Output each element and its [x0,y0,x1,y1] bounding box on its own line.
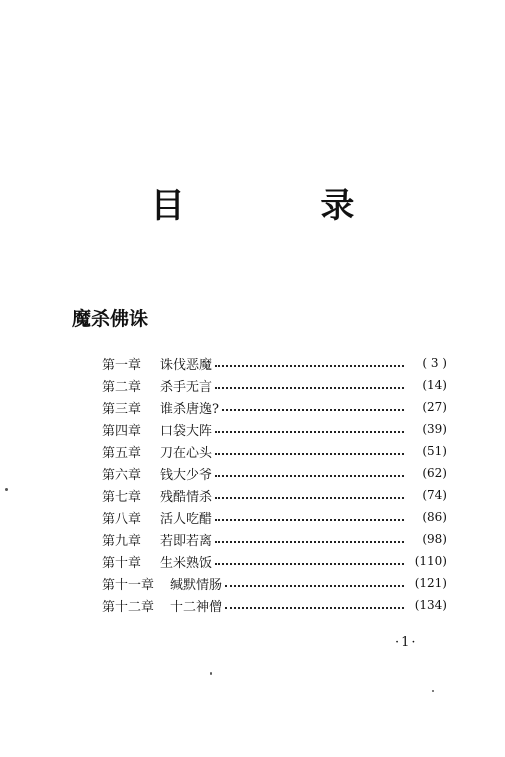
chapter-title: 钱大少爷 [160,467,213,483]
chapter-number: 第九章 [102,533,142,549]
chapter-number: 第六章 [102,467,142,483]
page-title: 目 录 [150,186,417,226]
toc-entry [102,484,447,506]
chapter-number: 第二章 [102,379,142,395]
dot-leader [225,585,404,587]
chapter-page: (98) [422,532,447,546]
table-of-contents [102,352,447,616]
chapter-title: 诛伐恶魔 [160,357,213,373]
toc-entry [102,594,447,616]
scan-speck [432,690,434,692]
chapter-number: 第三章 [102,401,142,417]
dot-leader [215,563,404,565]
chapter-title: 刀在心头 [160,445,213,461]
chapter-title: 活人吃醋 [160,511,213,527]
dot-leader [215,475,404,477]
chapter-page: (51) [422,444,447,458]
chapter-number: 第十二章 [102,599,155,615]
chapter-title: 残酷情杀 [160,489,213,505]
chapter-title: 缄默情肠 [170,577,223,593]
section-title: 魔杀佛诛 [72,308,149,330]
dot-leader [222,409,404,411]
chapter-title: 谁杀唐逸? [160,401,219,417]
toc-entry [102,462,447,484]
chapter-page: (134) [414,598,447,612]
dot-leader [215,497,404,499]
chapter-number: 第一章 [102,357,142,373]
scan-speck [5,488,8,491]
chapter-page: (62) [422,466,447,480]
chapter-number: 第十一章 [102,577,155,593]
toc-entry [102,506,447,528]
chapter-number: 第四章 [102,423,142,439]
chapter-number: 第五章 [102,445,142,461]
toc-entry [102,396,447,418]
chapter-title: 口袋大阵 [160,423,213,439]
chapter-page: (121) [414,576,447,590]
page-number: ·1· [395,635,418,650]
toc-entry [102,352,447,374]
chapter-page: (86) [422,510,447,524]
toc-entry [102,440,447,462]
dot-leader [215,541,404,543]
toc-entry [102,374,447,396]
chapter-page: (110) [414,554,447,568]
dot-leader [215,365,404,367]
chapter-number: 第八章 [102,511,142,527]
chapter-title: 若即若离 [160,533,213,549]
dot-leader [225,607,404,609]
chapter-number: 第十章 [102,555,142,571]
chapter-page: (14) [422,378,447,392]
chapter-title: 杀手无言 [160,379,213,395]
toc-entry [102,550,447,572]
chapter-page: ( 3 ) [422,356,447,370]
toc-entry [102,528,447,550]
scan-speck [210,672,212,675]
chapter-title: 十二神僧 [170,599,223,615]
toc-entry [102,572,447,594]
toc-entry [102,418,447,440]
dot-leader [215,431,404,433]
chapter-page: (74) [422,488,447,502]
dot-leader [215,453,404,455]
dot-leader [215,519,404,521]
chapter-number: 第七章 [102,489,142,505]
dot-leader [215,387,404,389]
chapter-page: (39) [422,422,447,436]
chapter-page: (27) [422,400,447,414]
chapter-title: 生米熟饭 [160,555,213,571]
